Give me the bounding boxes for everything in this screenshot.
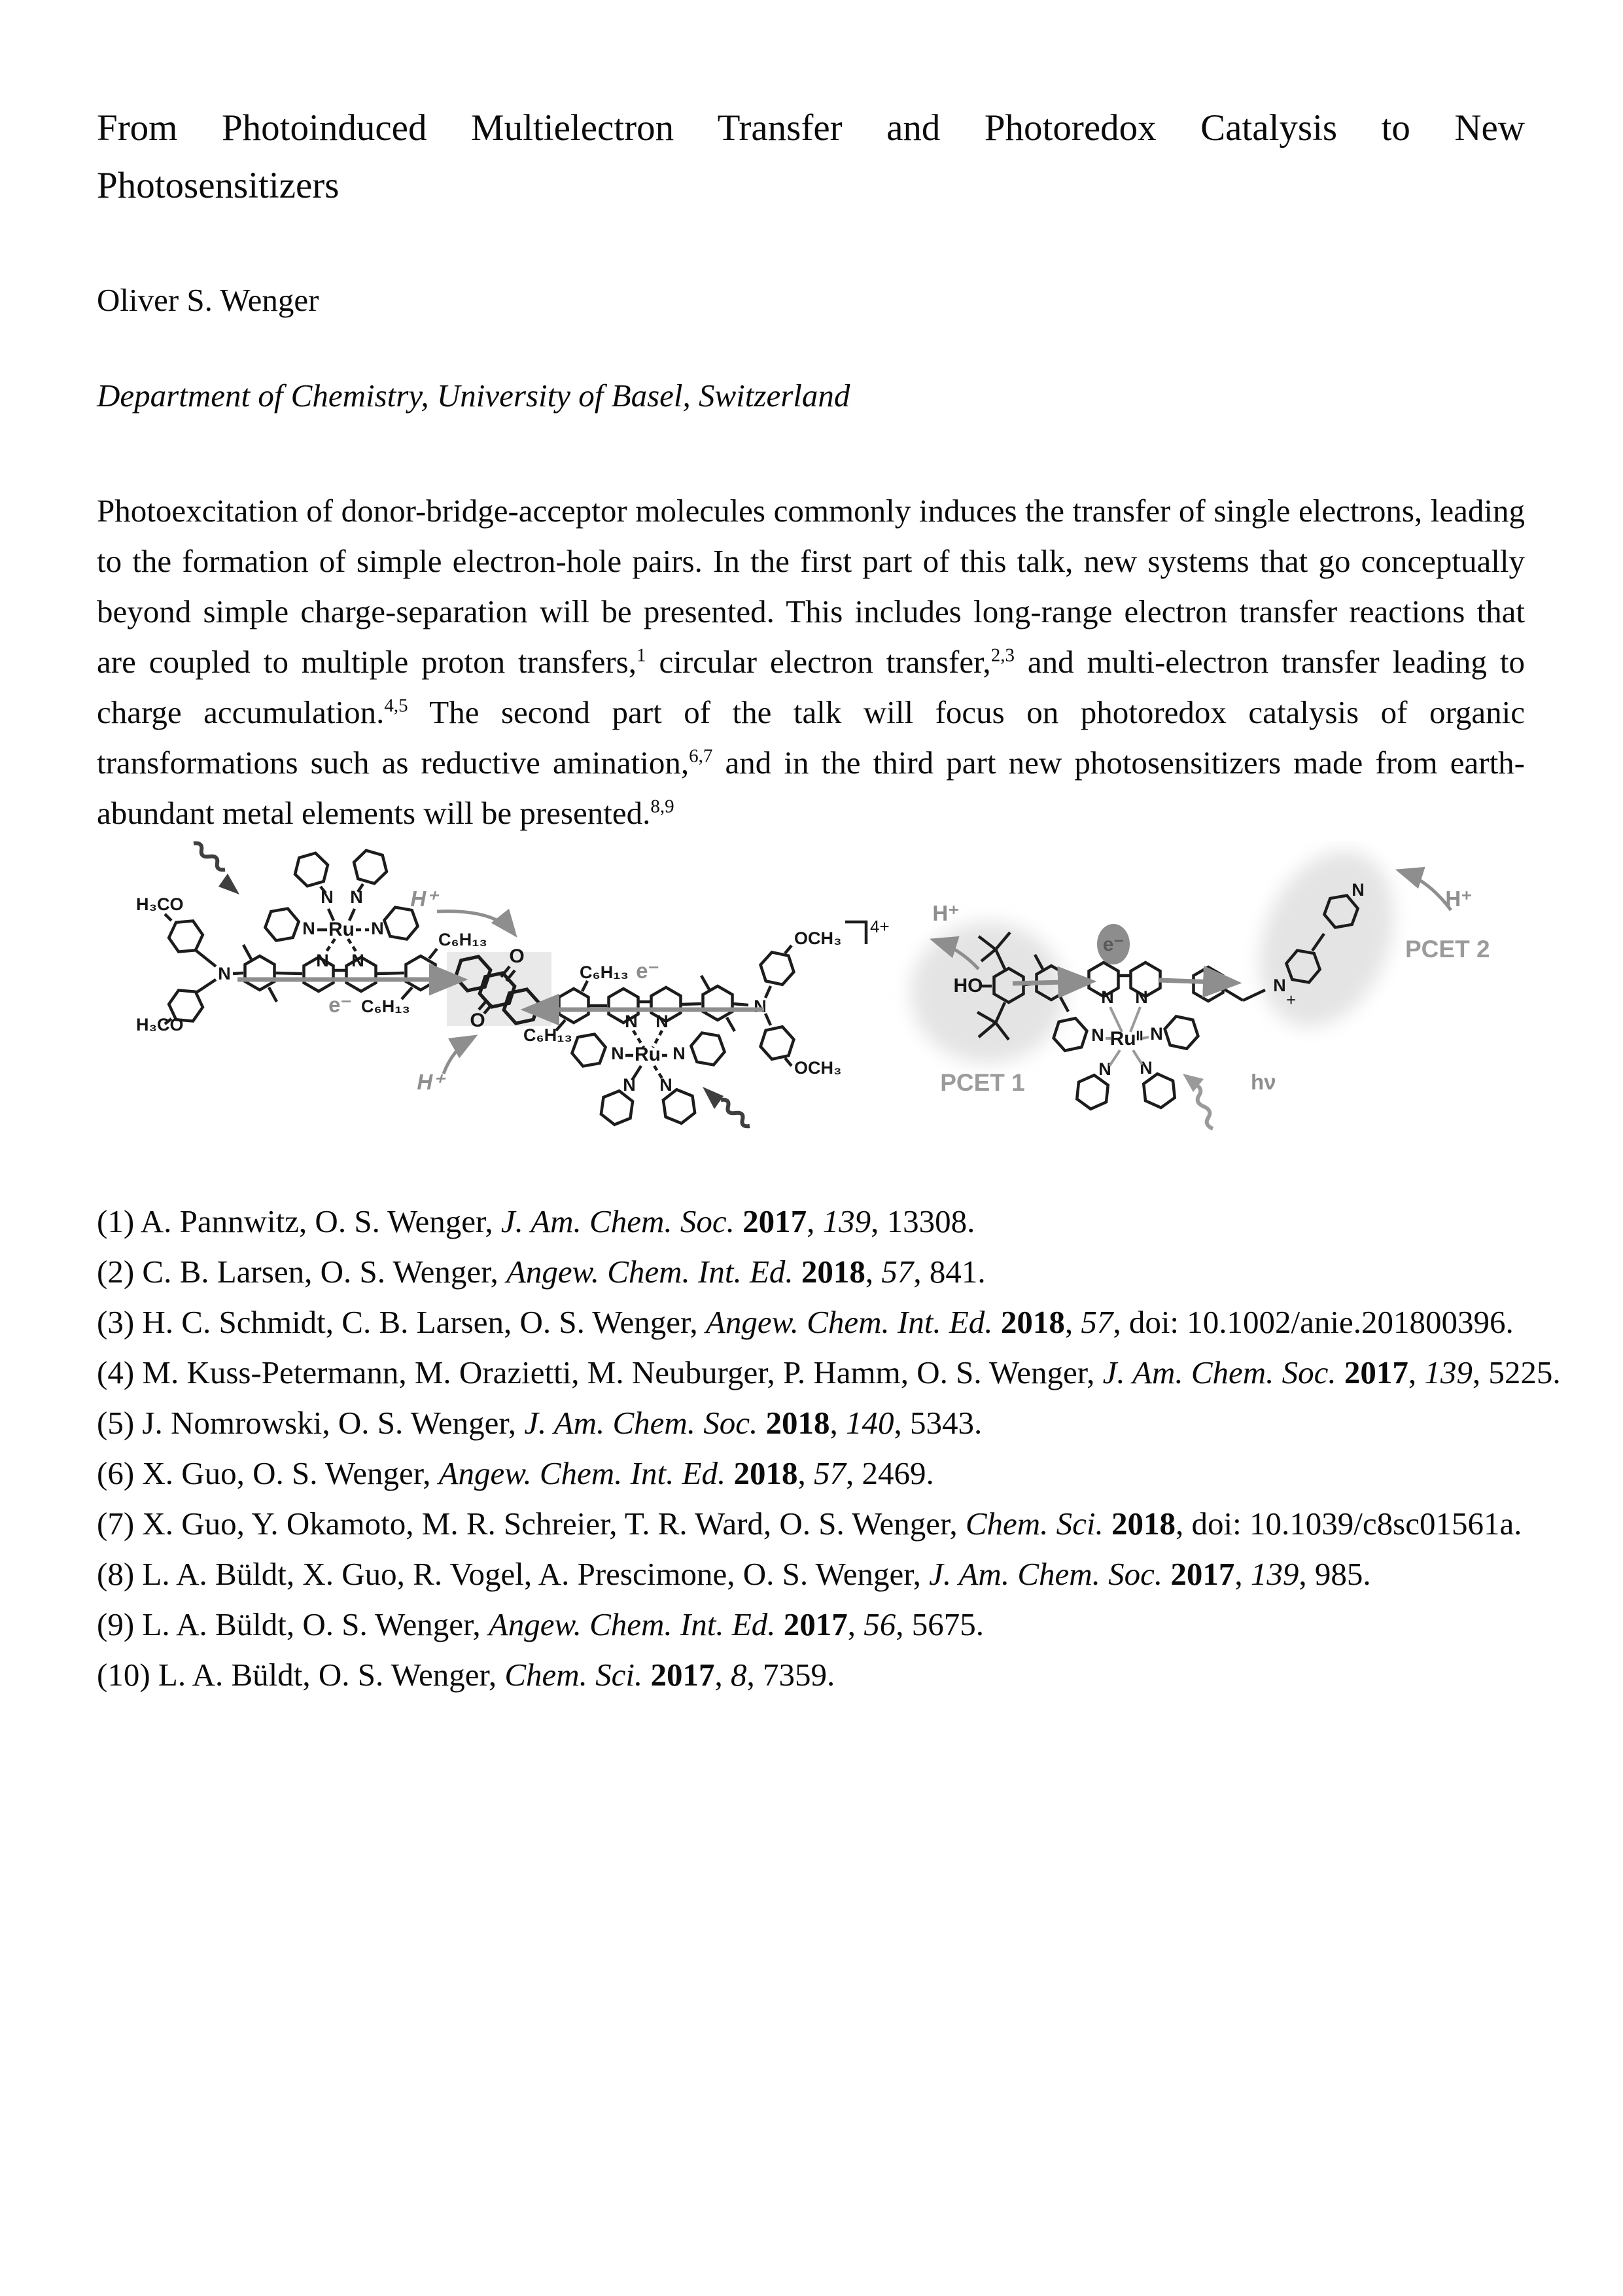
ref-year: 2018: [733, 1455, 798, 1491]
proton-transfer-arrow: [444, 1037, 474, 1074]
ref-authors: (1) A. Pannwitz, O. S. Wenger,: [97, 1203, 501, 1239]
proton-label: H⁺: [410, 887, 438, 911]
ref-authors: (2) C. B. Larsen, O. S. Wenger,: [97, 1254, 506, 1290]
hnu-label: hν: [1251, 1070, 1276, 1094]
ref-volume: 140: [846, 1405, 894, 1441]
proton-label: H⁺: [1445, 887, 1473, 911]
ref-journal: Angew. Chem. Int. Ed.: [438, 1455, 726, 1491]
n-label: N: [1101, 987, 1114, 1007]
affiliation: Department of Chemistry, University of Basel, Switzerland: [97, 378, 850, 414]
paper-title: [97, 99, 1525, 215]
ref-authors: (7) X. Guo, Y. Okamoto, M. R. Schreier, T. R. Ward, O. S. Wenger,: [97, 1506, 966, 1542]
ref-journal: Chem. Sci.: [504, 1657, 643, 1693]
proton-label: H⁺: [417, 1070, 444, 1094]
ref-authors: (5) J. Nomrowski, O. S. Wenger,: [97, 1405, 525, 1441]
reference-item: (2) C. B. Larsen, O. S. Wenger, Angew. Chem. Int. Ed. 2018, 57, 841.: [97, 1254, 986, 1290]
c6h13-label: C₆H₁₃: [580, 963, 629, 982]
ref-volume: 57: [881, 1254, 914, 1290]
pcet1-label: PCET 1: [940, 1069, 1025, 1096]
ref-year: 2017: [742, 1203, 807, 1239]
n-label: N: [625, 1012, 638, 1031]
left-structure: [131, 841, 890, 1127]
n-label: N: [321, 887, 334, 907]
ref-year: 2018: [765, 1405, 830, 1441]
n-label: N: [1352, 880, 1365, 900]
n-label: N: [302, 919, 315, 938]
ref-authors: (6) X. Guo, O. S. Wenger,: [97, 1455, 439, 1491]
reference-list: [97, 1196, 1561, 1700]
n-label: N: [218, 964, 231, 983]
charge-bracket: [845, 922, 866, 944]
ref-year: 2017: [783, 1606, 848, 1642]
h3co-label: H₃CO: [136, 1015, 184, 1034]
abstract-text: The second part of the talk will focus on photoredox catalysis of organic transformations such as reductive amination,: [97, 694, 1525, 781]
och3-label: OCH₃: [794, 1058, 842, 1078]
c6h13-label: C₆H₁₃: [361, 997, 410, 1016]
citation-superscript: 4,5: [384, 695, 408, 716]
n-label: N: [1140, 1058, 1153, 1078]
right-structure: [911, 841, 1490, 1129]
ref-authors: (8) L. A. Büldt, X. Guo, R. Vogel, A. Prescimone, O. S. Wenger,: [97, 1556, 930, 1592]
paper-title-line1: From Photoinduced Multielectron Transfer and Photoredox Catalysis to New: [97, 107, 1525, 149]
n-label: N: [672, 1044, 686, 1063]
n-label: N: [371, 919, 384, 938]
ref-year: 2018: [1111, 1506, 1176, 1542]
c6h13-label: C₆H₁₃: [438, 930, 487, 949]
reference-item: (9) L. A. Büldt, O. S. Wenger, Angew. Chem. Int. Ed. 2017, 56, 5675.: [97, 1606, 984, 1642]
ref-volume: 57: [814, 1455, 846, 1491]
ref-pages: , doi: 10.1002/anie.201800396.: [1113, 1304, 1514, 1340]
photon-wavy-arrow-icon: [194, 843, 239, 894]
ref-volume: 139: [822, 1203, 871, 1239]
electron-label: e⁻: [1102, 934, 1125, 955]
citation-superscript: 2,3: [990, 645, 1015, 666]
abstract-text: circular electron transfer,: [646, 644, 991, 680]
chemical-structures-figure: [131, 841, 1505, 1168]
reference-item: (6) X. Guo, O. S. Wenger, Angew. Chem. Int. Ed. 2018, 57, 2469.: [97, 1455, 934, 1491]
electron-transfer-arrow: [1159, 980, 1235, 983]
ref-year: 2018: [1000, 1304, 1065, 1340]
reference-item: (5) J. Nomrowski, O. S. Wenger, J. Am. Chem. Soc. 2018, 140, 5343.: [97, 1405, 983, 1441]
n-label: N: [1150, 1024, 1163, 1044]
citation-superscript: 1: [637, 645, 646, 666]
ref-pages: , 5343.: [894, 1405, 983, 1441]
n-label: N: [1091, 1025, 1104, 1045]
plus-label: +: [1286, 990, 1297, 1010]
pcet2-label: PCET 2: [1405, 936, 1490, 963]
photon-wavy-arrow-icon: [703, 1087, 750, 1126]
o-label: O: [509, 945, 525, 967]
n-label: N: [754, 997, 767, 1016]
ref-journal: Chem. Sci.: [965, 1506, 1104, 1542]
n-label: N: [659, 1075, 672, 1095]
n-label: N: [316, 951, 329, 970]
abstract-text: Photoexcitation of donor-bridge-acceptor molecules commonly induces the transfer of single electrons, leading to the formation of simple electron-hole pairs. In the first part of this talk, new systems that go conceptually beyond simple charge-separation will be presented. This includes long-range electron transfer reactions that are coupled to multiple proton transfers,: [97, 493, 1525, 680]
reference-item: (4) M. Kuss-Petermann, M. Orazietti, M. Neuburger, P. Hamm, O. S. Wenger, J. Am. Chem. Soc. 2017, 139, 5225.: [97, 1354, 1561, 1390]
triarylamine-donor-left: [136, 894, 231, 1034]
ref-volume: 8: [731, 1657, 747, 1693]
ref-year: 2017: [1344, 1354, 1408, 1390]
ref-journal: J. Am. Chem. Soc.: [929, 1556, 1163, 1592]
ref-authors: (3) H. C. Schmidt, C. B. Larsen, O. S. Wenger,: [97, 1304, 706, 1340]
hnu-wavy-arrow-icon: [1183, 1074, 1213, 1129]
author-name: Oliver S. Wenger: [97, 282, 319, 318]
ref-authors: (4) M. Kuss-Petermann, M. Orazietti, M. Neuburger, P. Hamm, O. S. Wenger,: [97, 1354, 1103, 1390]
n-label: N: [350, 887, 363, 907]
ref-journal: J. Am. Chem. Soc.: [1102, 1354, 1336, 1390]
n-label: N: [623, 1075, 636, 1095]
o-label: O: [470, 1010, 485, 1031]
ref-volume: 139: [1250, 1556, 1299, 1592]
ref-pages: , 5225.: [1472, 1354, 1561, 1390]
n-label: N: [351, 951, 364, 970]
ref-journal: Angew. Chem. Int. Ed.: [506, 1254, 794, 1290]
ref-pages: , 841.: [913, 1254, 986, 1290]
ref-volume: 57: [1081, 1304, 1113, 1340]
ref-pages: , 2469.: [846, 1455, 934, 1491]
abstract-text: and in the third part new photosensitizers made from earth-abundant metal elements will be presented.: [97, 745, 1526, 831]
ref-journal: J. Am. Chem. Soc.: [524, 1405, 758, 1441]
figure: [131, 841, 1505, 1168]
n-label: N: [1098, 1059, 1111, 1079]
ref-volume: 139: [1424, 1354, 1473, 1390]
ref-authors: (10) L. A. Büldt, O. S. Wenger,: [97, 1657, 505, 1693]
citation-superscript: 6,7: [689, 745, 713, 767]
ref-journal: J. Am. Chem. Soc.: [500, 1203, 735, 1239]
abstract-paragraph: [97, 486, 1525, 838]
ref-pages: , 13308.: [871, 1203, 975, 1239]
ru-label: Ru: [635, 1044, 661, 1065]
c6h13-label: C₆H₁₃: [523, 1025, 572, 1045]
ref-year: 2018: [801, 1254, 865, 1290]
ref-year: 2017: [650, 1657, 715, 1693]
ref-pages: , doi: 10.1039/c8sc01561a.: [1176, 1506, 1522, 1542]
proton-transfer-arrow: [1400, 871, 1451, 910]
reference-item: (10) L. A. Büldt, O. S. Wenger, Chem. Sci. 2017, 8, 7359.: [97, 1657, 835, 1693]
n-plus-label: N: [1273, 976, 1286, 995]
bridge-chain-bottom: [523, 917, 890, 1078]
och3-label: OCH₃: [794, 928, 842, 948]
reference-item: (3) H. C. Schmidt, C. B. Larsen, O. S. Wenger, Angew. Chem. Int. Ed. 2018, 57, doi: 10.1002/anie.201800396.: [97, 1304, 1514, 1340]
reference-item: [97, 1498, 1561, 1549]
ref-volume: 56: [864, 1606, 896, 1642]
h3co-label: H₃CO: [136, 894, 184, 914]
electron-label: e⁻: [636, 959, 659, 983]
electron-transfer-arrow: [1013, 981, 1090, 983]
ref-pages: , 7359.: [746, 1657, 835, 1693]
reference-item: (1) A. Pannwitz, O. S. Wenger, J. Am. Chem. Soc. 2017, 139, 13308.: [97, 1203, 975, 1239]
citation-superscript: 8,9: [650, 796, 674, 817]
electron-label: e⁻: [328, 993, 352, 1017]
ref-pages: , 5675.: [896, 1606, 984, 1642]
charge-label: 4+: [870, 917, 890, 936]
n-label: N: [655, 1012, 669, 1031]
n-label: N: [1135, 987, 1148, 1007]
reference-item: (8) L. A. Büldt, X. Guo, R. Vogel, A. Prescimone, O. S. Wenger, J. Am. Chem. Soc. 2017, 139, 985.: [97, 1556, 1371, 1592]
ref-journal: Angew. Chem. Int. Ed.: [488, 1606, 776, 1642]
pcet2-highlight: [1234, 841, 1418, 1047]
n-label: N: [611, 1044, 624, 1063]
ho-label: HO: [953, 975, 983, 997]
ru-label: Ru: [328, 919, 355, 940]
proton-label: H⁺: [932, 901, 960, 925]
ru-bpy-complex-lower: [569, 1028, 727, 1127]
ref-pages: , 985.: [1299, 1556, 1371, 1592]
paper-title-line2: Photosensitizers: [97, 165, 340, 206]
ru2-bpy-complex: [1051, 1007, 1201, 1110]
abstract-text: and multi-electron transfer leading to charge accumulation.: [97, 644, 1525, 730]
ru2-label: Ruᴵᴵ: [1109, 1028, 1143, 1050]
ref-year: 2017: [1170, 1556, 1235, 1592]
ref-journal: Angew. Chem. Int. Ed.: [705, 1304, 993, 1340]
ref-authors: (9) L. A. Büldt, O. S. Wenger,: [97, 1606, 489, 1642]
